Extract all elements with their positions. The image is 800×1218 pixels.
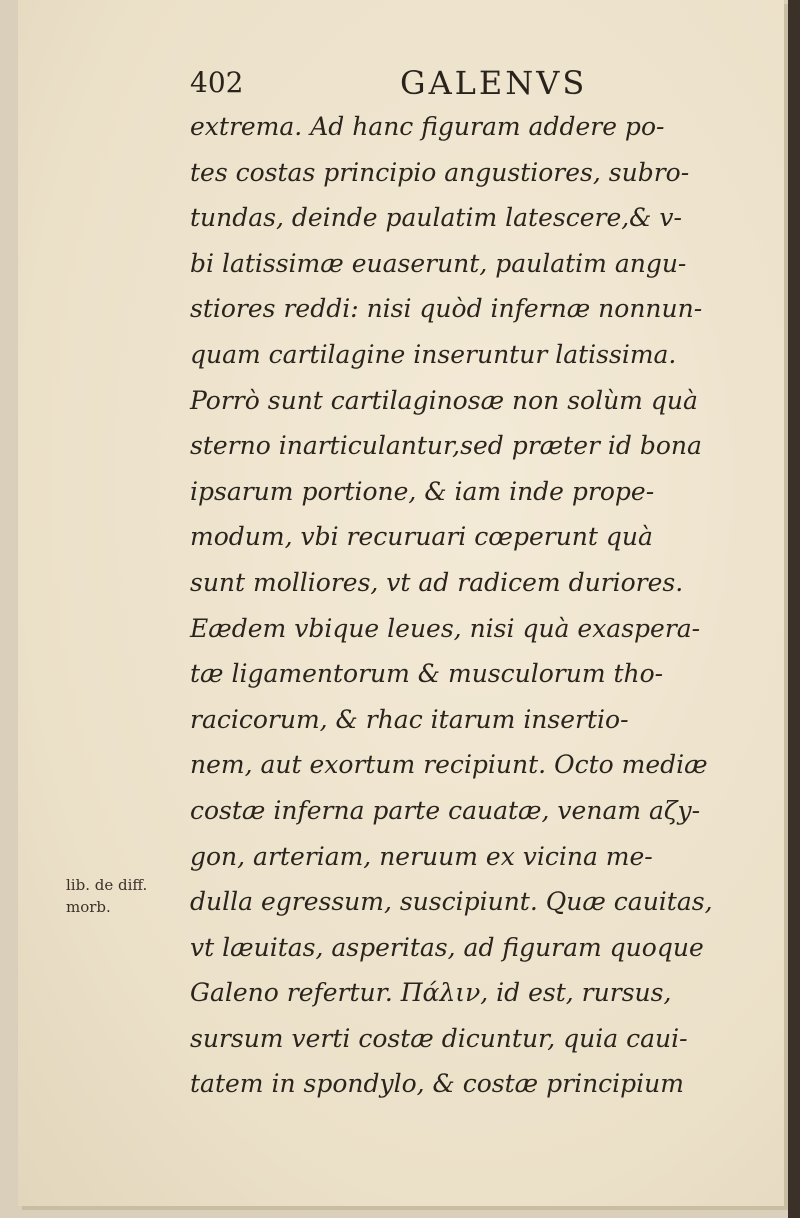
page-header — [190, 60, 610, 108]
text-line: sursum verti costæ dicuntur, quia caui- — [190, 1023, 688, 1053]
text-line: gon, arteriam, neruum ex vicina me- — [190, 841, 653, 871]
text-line: racicorum, & rhac itarum insertio- — [190, 704, 629, 734]
margin-note-line: lib. de diff. — [66, 876, 148, 894]
page-number: 402 — [190, 66, 244, 99]
text-line: nem, aut exortum recipiunt. Octo mediæ — [190, 750, 708, 780]
page-edge-shadow — [788, 0, 800, 1218]
text-line: sunt molliores, vt ad radicem duriores. — [190, 567, 684, 597]
text-line: modum, vbi recuruari cœperunt quà — [190, 522, 653, 552]
text-line: ipsarum portione, & iam inde prope- — [190, 476, 655, 506]
running-head: GALENVS — [400, 64, 588, 102]
text-line: Eædem vbique leues, nisi quà exaspera- — [190, 613, 701, 643]
text-line: sterno inarticulantur,sed præter id bona — [190, 431, 702, 461]
text-line: quam cartilagine inseruntur latissima. — [190, 339, 677, 369]
text-line: vt læuitas, asperitas, ad figuram quoque — [190, 932, 704, 962]
text-line: dulla egressum, suscipiunt. Quæ cauitas, — [190, 887, 713, 917]
text-line: Porrò sunt cartilaginosæ non solùm quà — [190, 385, 698, 415]
margin-note-line: morb. — [66, 898, 111, 916]
text-line: costæ inferna parte cauatæ, venam aζy- — [190, 795, 701, 825]
text-line: tæ ligamentorum & musculorum tho- — [190, 659, 664, 689]
body-text — [190, 104, 770, 1107]
text-line: tundas, deinde paulatim latescere,& v- — [190, 203, 682, 233]
text-line: bi latissimæ euaserunt, paulatim angu- — [190, 248, 687, 278]
text-line: tatem in spondylo, & costæ principium — [190, 1069, 684, 1099]
margin-note — [66, 874, 186, 918]
text-line: tes costas principio angustiores, subro- — [190, 157, 690, 187]
text-line: extrema. Ad hanc figuram addere po- — [190, 112, 665, 141]
book-page — [18, 0, 784, 1206]
text-line: Galeno refertur. Πάλιν, id est, rursus, — [190, 978, 672, 1008]
text-line: stiores reddi: nisi quòd infernæ nonnun- — [190, 294, 703, 324]
